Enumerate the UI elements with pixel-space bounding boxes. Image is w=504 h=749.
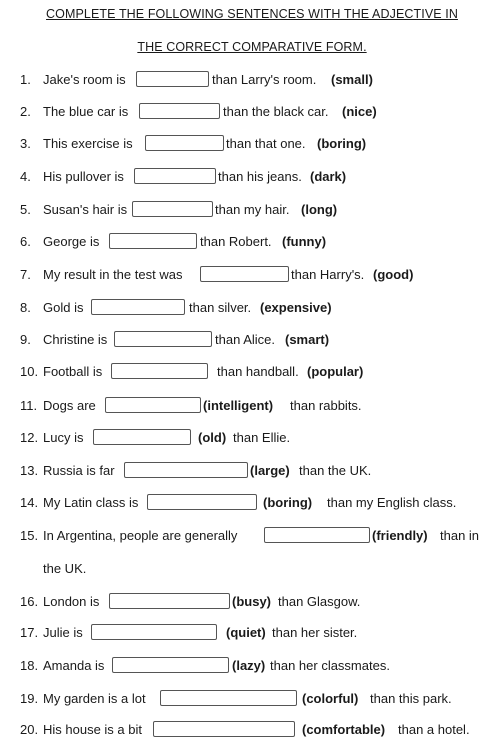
answer-field[interactable] — [124, 462, 248, 478]
item-number: 6. — [20, 234, 31, 249]
sentence-after: than Harry's. — [291, 267, 365, 282]
item-number: 11. — [20, 398, 38, 413]
sentence-before: This exercise is — [43, 136, 133, 151]
item-number: 4. — [20, 169, 31, 184]
answer-field[interactable] — [145, 135, 224, 151]
sentence-after: than this park. — [370, 691, 452, 706]
sentence-before: Dogs are — [43, 398, 96, 413]
item-number: 10. — [20, 364, 39, 379]
sentence-after: than handball. — [217, 364, 299, 379]
sentence-before: Football is — [43, 364, 103, 379]
adjective-hint: (smart) — [285, 332, 330, 347]
answer-field[interactable] — [91, 624, 217, 640]
sentence-after: than a hotel. — [398, 722, 470, 737]
sentence-before: Christine is — [43, 332, 108, 347]
answer-field[interactable] — [200, 266, 289, 282]
answer-field[interactable] — [114, 331, 212, 347]
adjective-hint: (busy) — [232, 594, 271, 609]
sentence-after: than silver. — [189, 300, 252, 315]
answer-field[interactable] — [112, 657, 229, 673]
adjective-hint: (old) — [198, 430, 227, 445]
sentence-before: My Latin class is — [43, 495, 139, 510]
sentence-after: than Robert. — [200, 234, 272, 249]
answer-field[interactable] — [109, 593, 230, 609]
item-number: 20. — [20, 722, 39, 737]
item-number: 7. — [20, 267, 31, 282]
sentence-after: than that one. — [226, 136, 306, 151]
sentence-before: Lucy is — [43, 430, 84, 445]
adjective-hint: (friendly) — [372, 528, 428, 543]
answer-field[interactable] — [109, 233, 197, 249]
adjective-hint: (long) — [301, 202, 338, 217]
item-number: 5. — [20, 202, 31, 217]
adjective-hint: (colorful) — [302, 691, 359, 706]
adjective-hint: (intelligent) — [203, 398, 274, 413]
item-number: 17. — [20, 625, 39, 640]
adjective-hint: (funny) — [282, 234, 327, 249]
sentence-before: Julie is — [43, 625, 83, 640]
answer-field[interactable] — [147, 494, 257, 510]
answer-field[interactable] — [111, 363, 208, 379]
sentence-before: The blue car is — [43, 104, 129, 119]
sentence-after: than in — [440, 528, 480, 543]
adjective-hint: (dark) — [310, 169, 347, 184]
sentence-before: Jake's room is — [43, 72, 126, 87]
item-number: 19. — [20, 691, 39, 706]
worksheet-title-line-1: COMPLETE THE FOLLOWING SENTENCES WITH THE ADJECTIVE IN — [46, 7, 458, 21]
worksheet-title-line-2: THE CORRECT COMPARATIVE FORM. — [137, 40, 367, 54]
item-number: 16. — [20, 594, 39, 609]
item-number: 18. — [20, 658, 39, 673]
sentence-after: than rabbits. — [290, 398, 362, 413]
sentence-before: London is — [43, 594, 100, 609]
item-number: 13. — [20, 463, 39, 478]
sentence-after: than her classmates. — [270, 658, 390, 673]
sentence-before: His pullover is — [43, 169, 124, 184]
adjective-hint: (expensive) — [260, 300, 332, 315]
adjective-hint: (quiet) — [226, 625, 266, 640]
answer-field[interactable] — [93, 429, 191, 445]
answer-field[interactable] — [160, 690, 297, 706]
adjective-hint: (popular) — [307, 364, 364, 379]
adjective-hint: (nice) — [342, 104, 377, 119]
answer-field[interactable] — [132, 201, 213, 217]
adjective-hint: (boring) — [263, 495, 313, 510]
sentence-after: than my hair. — [215, 202, 290, 217]
sentence-after: than his jeans. — [218, 169, 302, 184]
answer-field[interactable] — [264, 527, 370, 543]
sentence-after: than the black car. — [223, 104, 329, 119]
item-number: 3. — [20, 136, 31, 151]
sentence-after: than Alice. — [215, 332, 275, 347]
sentence-before: Gold is — [43, 300, 84, 315]
answer-field[interactable] — [91, 299, 185, 315]
answer-field[interactable] — [105, 397, 201, 413]
adjective-hint: (good) — [373, 267, 414, 282]
sentence-after: than Larry's room. — [212, 72, 317, 87]
item-number: 15. — [20, 528, 39, 543]
answer-field[interactable] — [139, 103, 220, 119]
answer-field[interactable] — [153, 721, 295, 737]
sentence-before: In Argentina, people are generally — [43, 528, 238, 543]
adjective-hint: (small) — [331, 72, 373, 87]
sentence-before: George is — [43, 234, 100, 249]
sentence-after-continued: the UK. — [43, 561, 87, 576]
item-number: 1. — [20, 72, 31, 87]
item-number: 2. — [20, 104, 31, 119]
sentence-before: Russia is far — [43, 463, 115, 478]
sentence-before: His house is a bit — [43, 722, 142, 737]
sentence-after: than my English class. — [327, 495, 457, 510]
item-number: 14. — [20, 495, 39, 510]
item-number: 12. — [20, 430, 39, 445]
adjective-hint: (boring) — [317, 136, 367, 151]
answer-field[interactable] — [136, 71, 209, 87]
sentence-after: than Ellie. — [233, 430, 291, 445]
adjective-hint: (large) — [250, 463, 290, 478]
sentence-after: than her sister. — [272, 625, 358, 640]
sentence-before: My result in the test was — [43, 267, 183, 282]
item-number: 8. — [20, 300, 31, 315]
sentence-after: than Glasgow. — [278, 594, 361, 609]
sentence-after: than the UK. — [299, 463, 372, 478]
item-number: 9. — [20, 332, 31, 347]
adjective-hint: (lazy) — [232, 658, 266, 673]
sentence-before: Susan's hair is — [43, 202, 128, 217]
sentence-before: Amanda is — [43, 658, 105, 673]
sentence-before: My garden is a lot — [43, 691, 146, 706]
adjective-hint: (comfortable) — [302, 722, 386, 737]
answer-field[interactable] — [134, 168, 216, 184]
